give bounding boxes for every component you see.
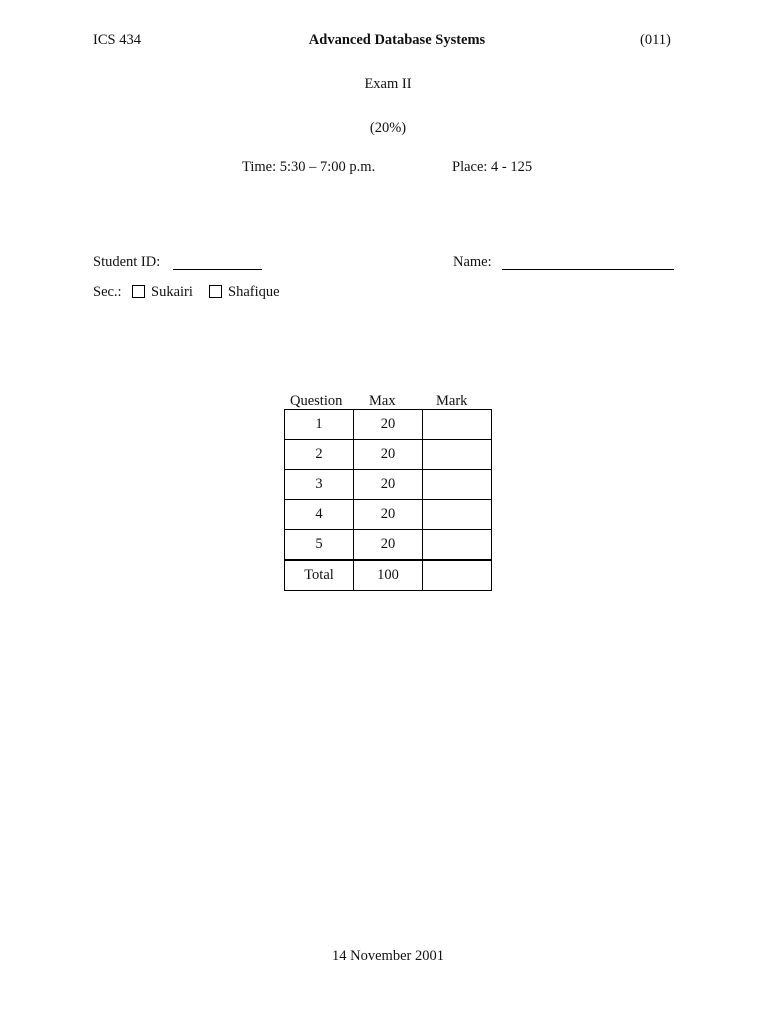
- section-checkbox-shafique[interactable]: [209, 285, 222, 298]
- question-cell: 3: [285, 470, 354, 500]
- mark-cell[interactable]: [423, 410, 492, 440]
- section-option-label: Sukairi: [151, 284, 193, 300]
- question-cell: 1: [285, 410, 354, 440]
- exam-date: 14 November 2001: [332, 948, 444, 964]
- mark-cell[interactable]: [423, 470, 492, 500]
- course-code: ICS 434: [93, 32, 141, 48]
- question-cell: 4: [285, 500, 354, 530]
- exam-place: Place: 4 - 125: [452, 159, 533, 175]
- total-max-cell: 100: [354, 560, 423, 591]
- max-cell: 20: [354, 530, 423, 561]
- mark-cell[interactable]: [423, 440, 492, 470]
- exam-time: Time: 5:30 – 7:00 p.m.: [242, 159, 376, 175]
- marks-table: [284, 409, 492, 591]
- max-cell: 20: [354, 410, 423, 440]
- exam-title: Exam II: [364, 76, 412, 92]
- total-label-cell: Total: [285, 560, 354, 591]
- table-row: [285, 440, 492, 470]
- column-header-max: Max: [369, 393, 396, 409]
- course-title: Advanced Database Systems: [308, 32, 486, 48]
- total-row: [285, 560, 492, 591]
- question-cell: 2: [285, 440, 354, 470]
- table-row: [285, 410, 492, 440]
- max-cell: 20: [354, 470, 423, 500]
- section-option-label: Shafique: [228, 284, 280, 300]
- student-id-label: Student ID:: [93, 254, 161, 270]
- table-row: [285, 470, 492, 500]
- column-header-mark: Mark: [436, 393, 468, 409]
- term-code: (011): [640, 32, 671, 48]
- column-header-question: Question: [290, 393, 343, 409]
- total-mark-cell[interactable]: [423, 560, 492, 591]
- question-cell: 5: [285, 530, 354, 561]
- max-cell: 20: [354, 440, 423, 470]
- table-row: [285, 500, 492, 530]
- section-checkbox-sukairi[interactable]: [132, 285, 145, 298]
- name-label: Name:: [453, 254, 492, 270]
- max-cell: 20: [354, 500, 423, 530]
- mark-cell[interactable]: [423, 530, 492, 561]
- table-row: [285, 530, 492, 561]
- name-field[interactable]: [502, 269, 674, 270]
- exam-weight: (20%): [369, 120, 407, 136]
- section-label: Sec.:: [93, 284, 122, 300]
- mark-cell[interactable]: [423, 500, 492, 530]
- student-id-field[interactable]: [173, 269, 262, 270]
